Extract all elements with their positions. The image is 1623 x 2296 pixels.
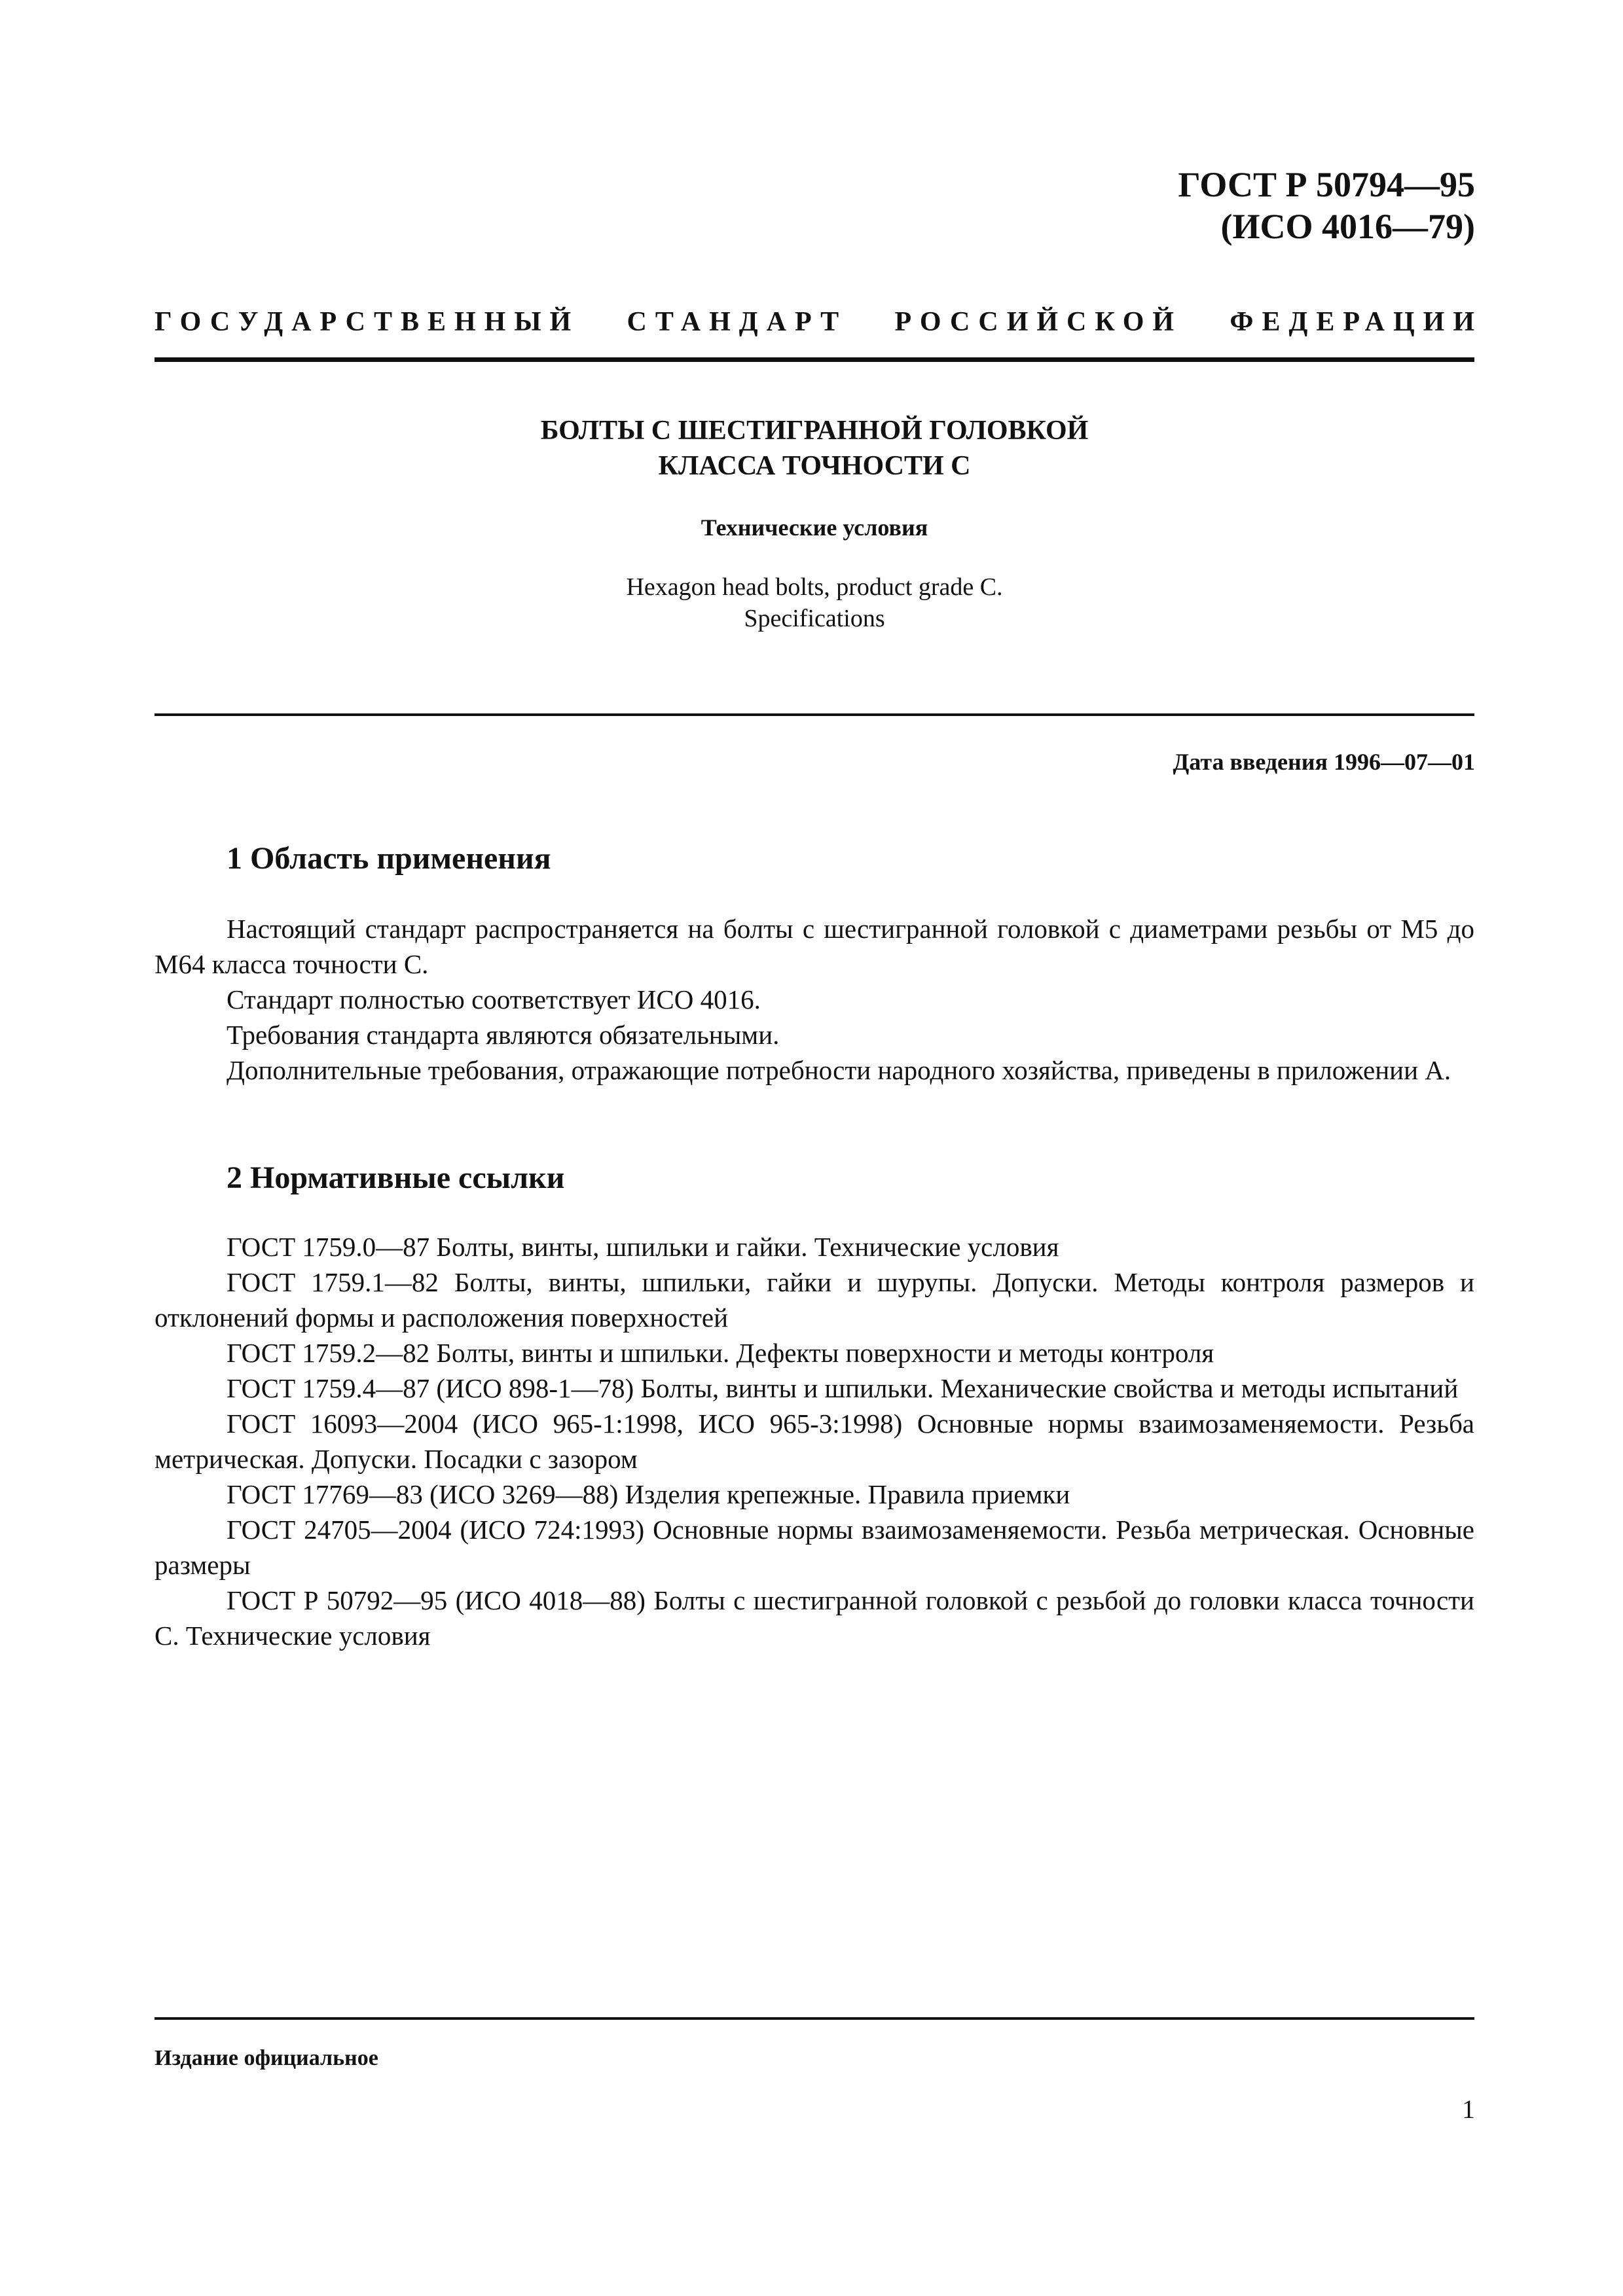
state-title-word: ФЕДЕРАЦИИ (1230, 307, 1483, 337)
document-number: ГОСТ Р 50794—95 (1178, 165, 1475, 204)
section-2-heading: 2 Нормативные ссылки (227, 1160, 565, 1195)
reference-item: ГОСТ 1759.2—82 Болты, винты и шпильки. Дефекты поверхности и методы контроля (227, 1338, 1214, 1368)
title-divider (155, 713, 1474, 716)
paragraph: Стандарт полностью соответствует ИСО 4016. (227, 984, 761, 1014)
footer-divider (155, 2017, 1474, 2020)
reference-item: ГОСТ 1759.4—87 (ИСО 898-1—78) Болты, винты и шпильки. Механические свойства и методы испытаний (227, 1373, 1459, 1403)
english-title-line-1: Hexagon head bolts, product grade C. (626, 573, 1003, 601)
state-standard-title (155, 302, 1483, 342)
section-2-references (155, 1229, 1474, 1653)
english-title-line-2: Specifications (744, 605, 885, 632)
state-title-word: РОССИЙСКОЙ (894, 307, 1183, 337)
paragraph: Требования стандарта являются обязательными. (227, 1020, 780, 1050)
official-edition-label: Издание официальное (155, 2046, 378, 2070)
main-title-line-1: БОЛТЫ С ШЕСТИГРАННОЙ ГОЛОВКОЙ (540, 416, 1089, 446)
state-title-word: ГОСУДАРСТВЕННЫЙ (155, 307, 580, 337)
main-title-line-2: КЛАССА ТОЧНОСТИ С (658, 451, 971, 481)
subtitle: Технические условия (701, 514, 928, 541)
introduction-date: Дата введения 1996—07—01 (1173, 749, 1475, 775)
state-title-word: СТАНДАРТ (627, 307, 848, 337)
iso-number: (ИСО 4016—79) (1220, 207, 1475, 246)
reference-item: ГОСТ 17769—83 (ИСО 3269—88) Изделия крепежные. Правила приемки (227, 1479, 1070, 1509)
reference-item: ГОСТ 16093—2004 (ИСО 965-1:1998, ИСО 965-3:1998) Основные нормы взаимозаменяемости. Резьба метрическая. Допуски. Посадки с зазором (155, 1408, 1474, 1474)
paragraph: Дополнительные требования, отражающие потребности народного хозяйства, приведены в приложении А. (227, 1055, 1451, 1085)
page-number: 1 (1462, 2094, 1475, 2124)
section-1-body (155, 911, 1474, 1088)
section-1-heading: 1 Область применения (227, 841, 551, 876)
reference-item: ГОСТ 24705—2004 (ИСО 724:1993) Основные нормы взаимозаменяемости. Резьба метрическая. Основные размеры (155, 1515, 1474, 1580)
reference-item: ГОСТ 1759.0—87 Болты, винты, шпильки и гайки. Технические условия (227, 1232, 1059, 1262)
reference-item: ГОСТ Р 50792—95 (ИСО 4018—88) Болты с шестигранной головкой с резьбой до головки класса точности С. Технические условия (155, 1585, 1474, 1651)
header-divider (155, 357, 1474, 362)
reference-item: ГОСТ 1759.1—82 Болты, винты, шпильки, гайки и шурупы. Допуски. Методы контроля размеров и отклонений формы и расположения поверхностей (155, 1267, 1474, 1333)
paragraph: Настоящий стандарт распространяется на болты с шестигранной головкой с диаметрами резьбы от М5 до М64 класса точности С. (155, 914, 1474, 979)
